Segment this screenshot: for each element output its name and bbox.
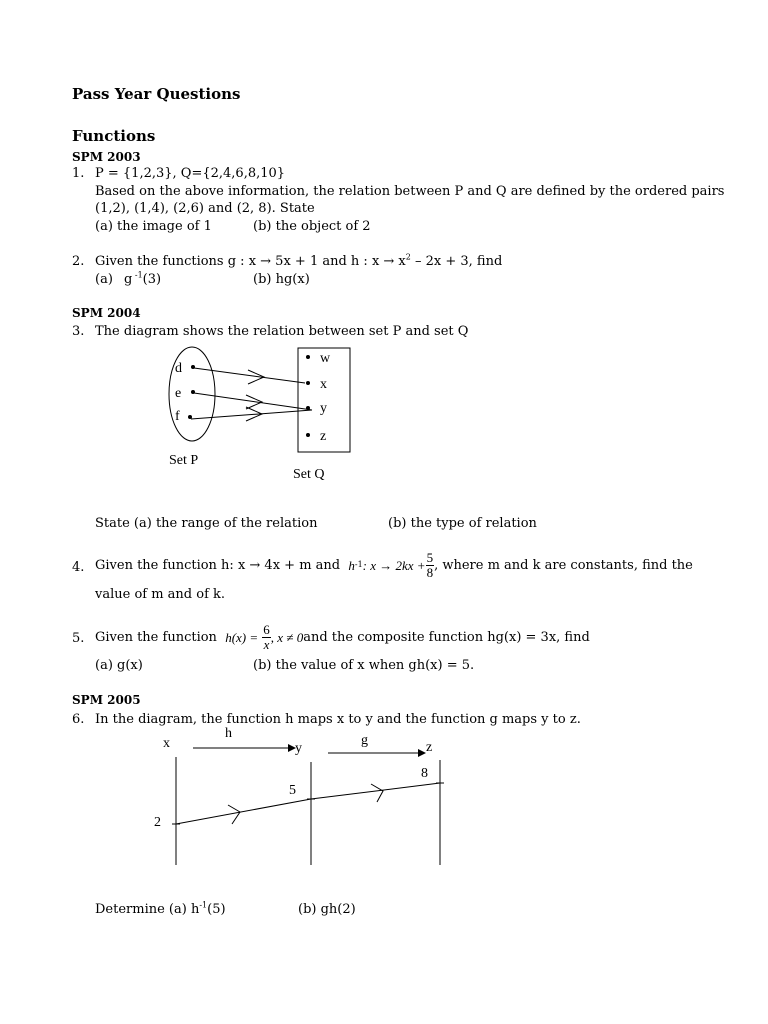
q5-number: 5. (72, 631, 85, 646)
topic-heading: Functions (72, 127, 156, 145)
q1-part-b: (b) the object of 2 (253, 219, 371, 234)
q1-sets: P = {1,2,3}, Q={2,4,6,8,10} (95, 166, 286, 181)
q1-number: 1. (72, 166, 85, 181)
value-2: 2 (154, 815, 161, 830)
page-title: Pass Year Questions (72, 85, 241, 103)
label-z: z (426, 740, 433, 755)
label-y: y (295, 741, 302, 756)
q6-number: 6. (72, 712, 85, 727)
p-dot-f (188, 415, 192, 419)
set-q-label: Set Q (293, 467, 325, 482)
q-dot-w (306, 355, 310, 359)
p-element-e: e (175, 386, 182, 401)
q6-function-diagram (140, 725, 460, 870)
q6-text: In the diagram, the function h maps x to y and the function g maps y to z. (95, 712, 581, 727)
q3-text: The diagram shows the relation between set P and set Q (95, 324, 469, 339)
q-dot-x (306, 381, 310, 385)
q5-part-b: (b) the value of x when gh(x) = 5. (253, 658, 475, 673)
section-heading-2005: SPM 2005 (72, 693, 141, 707)
q4-text: Given the function h: x → 4x + m and h -1 : x → 2kx + $\frac{5}{8}$ , where m and k are constants, find the (95, 549, 693, 580)
mapping-5-8 (311, 783, 440, 799)
q1-part-a: (a) the image of 1 (95, 219, 212, 234)
mapping-e-y (194, 393, 312, 410)
q2-part-a: g $^{-1}$(3) (124, 270, 162, 287)
set-p-label: Set P (169, 453, 199, 468)
arrow-g-head (418, 749, 426, 757)
q1-statement: Based on the above information, the relation between P and Q are defined by the ordered pairs (95, 184, 725, 199)
mapping-f-y (191, 410, 312, 419)
q4-number: 4. (72, 560, 85, 575)
p-element-f: f (175, 409, 180, 424)
arrowhead-5-8 (371, 784, 383, 802)
q2-number: 2. (72, 254, 85, 269)
q-element-y: y (320, 401, 327, 416)
q6-part-b: (b) gh(2) (298, 902, 356, 917)
label-g: g (361, 733, 368, 748)
label-x: x (163, 736, 170, 751)
q3-number: 3. (72, 324, 85, 339)
section-heading-2003: SPM 2003 (72, 150, 141, 164)
q5-fraction: $\frac{6}{x}$ (263, 621, 270, 652)
q3-part-b: (b) the type of relation (388, 516, 537, 531)
q6-part-a: Determine (a) $h^{-1}(5)$ (95, 900, 226, 917)
q2-part-b: (b) hg(x) (253, 272, 310, 287)
q1-ordered-pairs: (1,2), (1,4), (2,6) and (2, 8). State (95, 201, 315, 216)
p-element-d: d (175, 361, 182, 376)
q5-part-a: (a) g(x) (95, 658, 143, 673)
q2-text: Given the functions g : x → 5x + 1 and h : $x \to x^2 - 2x + 3$, find (95, 252, 503, 269)
value-8: 8 (421, 766, 428, 781)
section-heading-2004: SPM 2004 (72, 306, 141, 320)
q4-fraction: $\frac{5}{8}$ (426, 549, 434, 580)
label-h: h (225, 726, 232, 741)
q3-part-a: State (a) the range of the relation (95, 516, 318, 531)
mapping-2-5 (176, 799, 311, 824)
q5-text: Given the function h(x) = $\frac{6}{x}$ , x ≠ 0 and the composite function hg(x) = 3x, find (95, 621, 590, 652)
q-element-z: z (320, 429, 327, 444)
q2-part-a-label: (a) (95, 272, 113, 287)
q-element-x: x (320, 377, 327, 392)
q-dot-z (306, 433, 310, 437)
q4-line2: value of m and of k. (95, 587, 226, 602)
q-element-w: w (320, 351, 331, 366)
value-5: 5 (289, 783, 296, 798)
